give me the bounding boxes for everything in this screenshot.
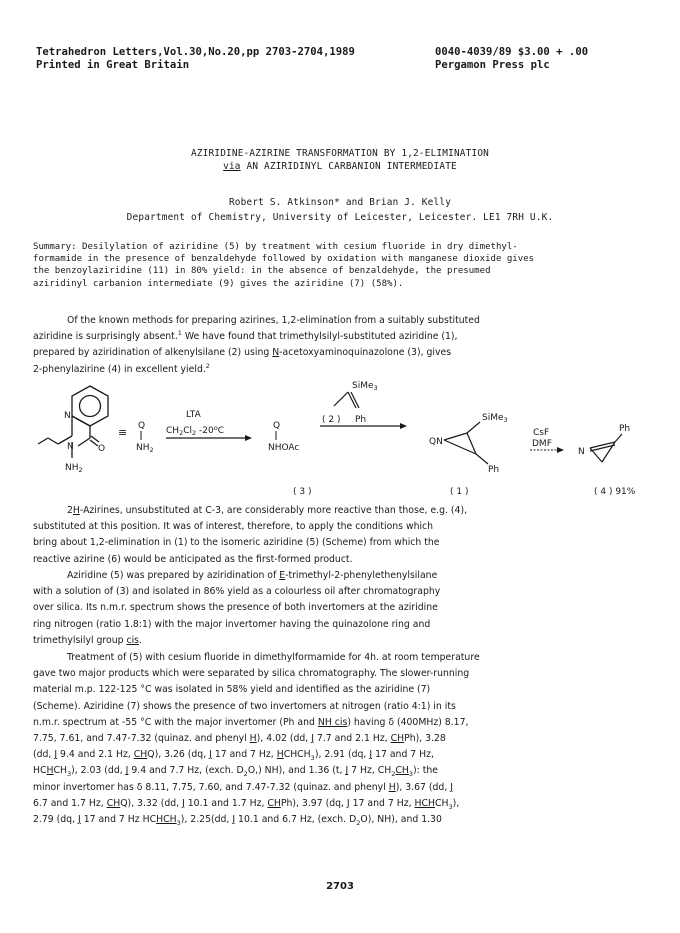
azirine-structure — [590, 434, 622, 462]
summary-line: the benzoylaziridine (11) in 80% yield: in the absence of benzaldehyde, the presumed — [33, 266, 491, 277]
publisher-header — [435, 46, 588, 71]
reaction-scheme — [30, 378, 660, 496]
summary-line: formamide in the presence of benzaldehyde followed by oxidation with manganese dioxide gives — [33, 254, 535, 265]
sime3-label-top: SiMe$_3$ — [352, 381, 378, 392]
summary-line: aziridinyl carbanion intermediate (9) gives the aziridine (7) (58%). — [33, 278, 404, 289]
summary-line: Summary: Desilylation of aziridine (5) by treatment with cesium fluoride in dry dimethyl- — [33, 242, 518, 252]
citation-line: Tetrahedron Letters,Vol.30,No.20,pp 2703-2704,1989 — [36, 46, 355, 58]
aziridine-structure — [444, 422, 488, 464]
q-nh2-label: $NH_2$ — [136, 443, 154, 454]
solvent-dmf: DMF — [532, 439, 552, 449]
equivalence-sign: ≡ — [118, 426, 128, 439]
authors: Robert S. Atkinson* and Brian J. Kelly — [228, 197, 452, 208]
compound-2-label: ( 2 ) — [322, 415, 341, 425]
title-line-1: AZIRIDINE-AZIRINE TRANSFORMATION BY 1,2-ELIMINATION — [190, 148, 490, 159]
compound-3-label: ( 3 ) — [293, 487, 312, 496]
ring-n-label-2: N — [67, 442, 74, 452]
reagent-csf: CsF — [533, 428, 550, 438]
nh2-label: $NH_2$ — [65, 463, 83, 474]
azirine-n-label: N — [578, 447, 585, 457]
q-label: Q — [138, 421, 146, 431]
article-title — [0, 147, 680, 173]
phenyl-label-c: Ph — [619, 424, 631, 434]
phenyl-label-b: Ph — [488, 465, 500, 475]
title-line-2: via AN AZIRIDINYL CARBANION INTERMEDIATE — [223, 161, 457, 172]
title-via: via — [223, 161, 241, 172]
issn-price-line: 0040-4039/89 $3.00 + .00 — [435, 46, 589, 58]
alkenylsilane-structure — [334, 392, 359, 408]
summary — [33, 241, 649, 290]
compound-4-label: ( 4 ) 91% — [594, 487, 636, 496]
nhoac-label: NHOAc — [268, 443, 300, 453]
ring-n-label: N — [64, 411, 71, 421]
printed-in-line: Printed in Great Britain — [36, 58, 190, 71]
page-number: 2703 — [326, 881, 354, 892]
paragraph-4: Treatment of (5) with cesium fluoride in dimethylformamide for 4h. at room temperature gave two major products which were separated by silica chromatography. The slower-running material m.p. 122-125 °C was isolated in 58% yield and identified as the aziridine (7) (Scheme). Aziridine (7) shows the presence of two invertomers at nitrogen (ratio 4:1) in its n.m.r. spectrum at -55 °C with the major invertomer (Ph and NH cis) having δ (400MHz) 8.17, 7.75, 7.61, and 7.47-7.32 (quinaz. and phenyl H), 4.02 (dd, J 7.7 and 2.1 Hz, CHPh), 3.28 (dd, J 9.4 and 2.1 Hz, CHQ), 3.26 (dq, J 17 and 7 Hz, $HCHCH_3$), 2.91 (dq, J 17 and 7 Hz, $HCHCH_3$), 2.03 (dd, J 9.4 and 7.7 Hz, (exch. $D_2O$,) NH), and 1.36 (t, J 7 Hz, $CH_2CH_3$): the minor invertomer has δ 8.11, 7.75, 7.60, and 7.47-7.32 (quinaz. and phenyl H), 3.67 (dd, J 6.7 and 1.7 Hz, CHQ), 3.32 (dd, J 10.1 and 1.7 Hz, CHPh), 3.97 (dq, J 17 and 7 Hz, $HCHCH_3$), 2.79 (dq, J 17 and 7 Hz $HCHCH_3$), 2.25(dd, J 10.1 and 6.7 Hz, (exch. $D_2O$), NH), and 1.30 — [33, 652, 480, 827]
qn-label: QN — [429, 437, 443, 447]
q2-label: Q — [273, 421, 281, 431]
compound-1-label: ( 1 ) — [450, 487, 469, 496]
paragraph-3: Aziridine (5) was prepared by aziridination of E-trimethyl-2-phenylethenylsilane with a solution of (3) and isolated in 86% yield as a colourless oil after chromatography over silica. Its n.m.r. spectrum shows the presence of both invertomers at the aziridine ring nitrogen (ratio 1.8:1) with the major invertomer having the quinazolone ring and trimethylsilyl group cis. — [33, 570, 441, 646]
publisher-line: Pergamon Press plc — [435, 58, 550, 71]
affiliation: Department of Chemistry, University of Leicester, Leicester. LE1 7RH U.K. — [126, 212, 554, 223]
reaction-conditions: $CH_2Cl_2$ -20$^o$C — [166, 424, 224, 437]
phenyl-label-a: Ph — [355, 415, 367, 425]
carbonyl-o-label: O — [98, 444, 106, 454]
sime3-label-b: SiMe$_3$ — [482, 413, 508, 424]
reagent-lta: LTA — [186, 410, 201, 420]
paragraph-1: Of the known methods for preparing azirines, 1,2-elimination from a suitably substituted aziridine is surprisingly absent.$^1$ We have found that trimethylsilyl-substituted aziridine (1), prepared by aziridination of alkenylsilane (2) using N-acetoxyaminoquinazolone (3), gives 2-phenylazirine (4) in excellent yield.$^2$ — [33, 315, 480, 375]
paragraph-2: 2H-Azirines, unsubstituted at C-3, are considerably more reactive than those, e.g. (4), substituted at this position. It was of interest, therefore, to apply the conditions which bring about 1,2-elimination in (1) to the isomeric aziridine (5) (Scheme) from which the reactive azirine (6) would be anticipated as the first-formed product. — [33, 505, 468, 565]
journal-citation-header — [36, 46, 355, 71]
